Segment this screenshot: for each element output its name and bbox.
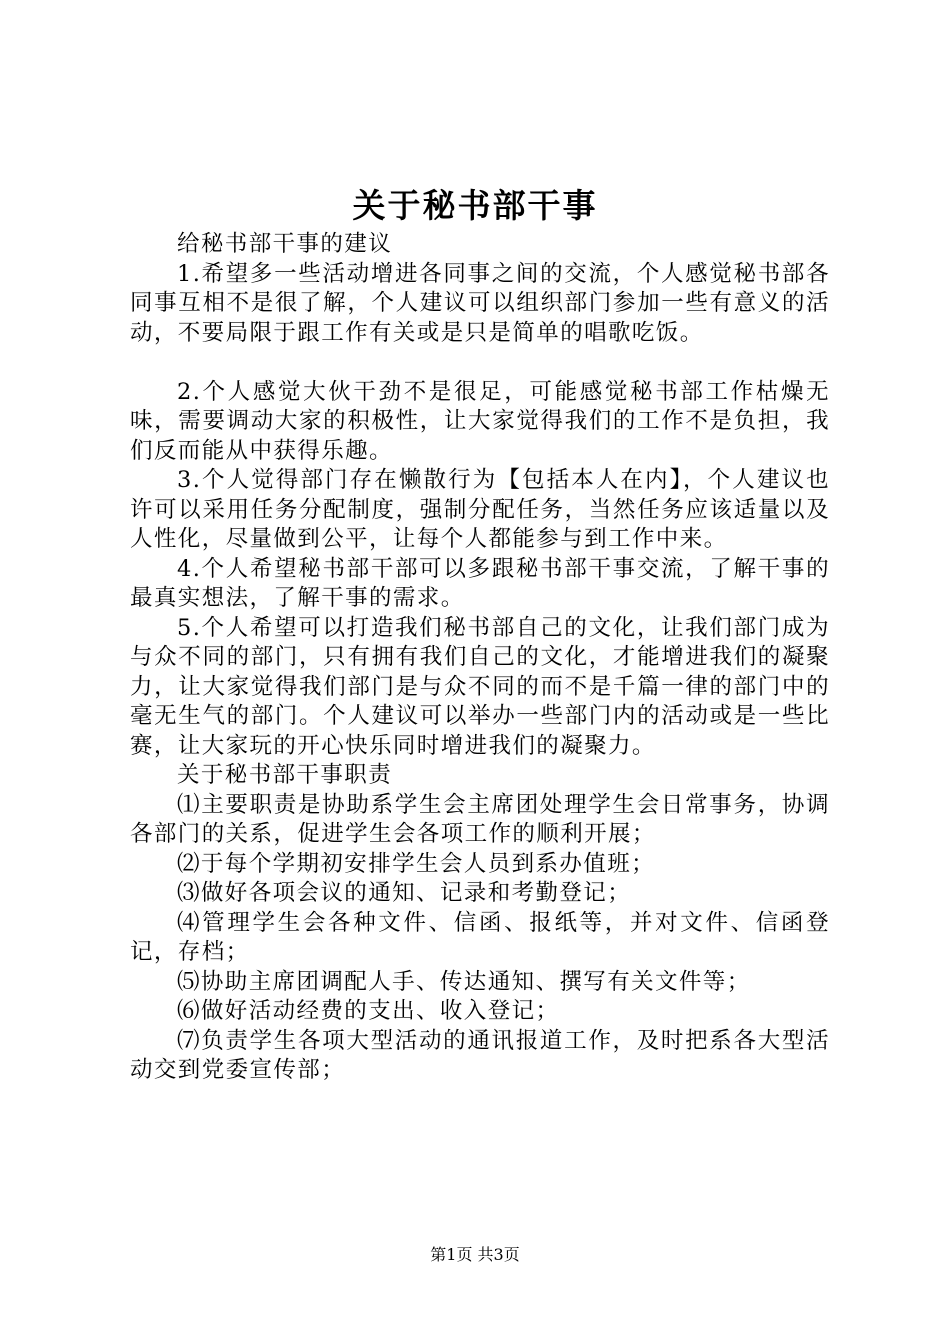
paragraph-suggestion-4: 4.个人希望秘书部干部可以多跟秘书部干事交流，了解干事的最真实想法，了解干事的需求。 — [130, 555, 830, 611]
paragraph-duties-heading: 关于秘书部干事职责 — [177, 762, 393, 788]
paragraph-duty-7: ⑺负责学生各项大型活动的通讯报道工作，及时把系各大型活动交到党委宣传部； — [130, 1027, 830, 1083]
paragraph-suggestion-3: 3.个人觉得部门存在懒散行为【包括本人在内】，个人建议也许可以采用任务分配制度，强制分配任务，当然任务应该适量以及人性化，尽量做到公平，让每个人都能参与到工作中来。 — [130, 467, 830, 552]
page-footer: 第1页 共3页 — [430, 1245, 520, 1264]
paragraph-duty-3: ⑶做好各项会议的通知、记录和考勤登记； — [177, 880, 632, 906]
document-title: 关于秘书部干事 — [352, 186, 598, 225]
paragraph-duty-4: ⑷管理学生会各种文件、信函、报纸等，并对文件、信函登记，存档； — [130, 909, 830, 965]
paragraph-duty-2: ⑵于每个学期初安排学生会人员到系办值班； — [177, 850, 656, 877]
paragraph-suggestion-5: 5.个人希望可以打造我们秘书部自己的文化，让我们部门成为与众不同的部门，只有拥有我们自己的文化，才能增进我们的凝聚力，让大家觉得我们部门是与众不同的而不是千篇一律的部门中的毫无生气的部门。个人建议可以举办一些部门内的活动或是一些比赛，让大家玩的开心快乐同时增进我们的凝聚力。 — [130, 614, 830, 759]
paragraph-suggestions-heading: 给秘书部干事的建议 — [177, 231, 393, 257]
paragraph-duty-1: ⑴主要职责是协助系学生会主席团处理学生会日常事务，协调各部门的关系，促进学生会各项工作的顺利开展； — [130, 791, 830, 847]
document-body — [130, 230, 830, 1086]
paragraph-duty-6: ⑹做好活动经费的支出、收入登记； — [177, 998, 560, 1024]
paragraph-duty-5: ⑸协助主席团调配人手、传达通知、撰写有关文件等； — [177, 968, 751, 995]
paragraph-suggestion-1: 1.希望多一些活动增进各同事之间的交流，个人感觉秘书部各同事互相不是很了解，个人建议可以组织部门参加一些有意义的活动，不要局限于跟工作有关或是只是简单的唱歌吃饭。 — [130, 260, 830, 346]
paragraph-suggestion-2: 2.个人感觉大伙干劲不是很足，可能感觉秘书部工作枯燥无味，需要调动大家的积极性，让大家觉得我们的工作不是负担，我们反而能从中获得乐趣。 — [130, 378, 830, 464]
